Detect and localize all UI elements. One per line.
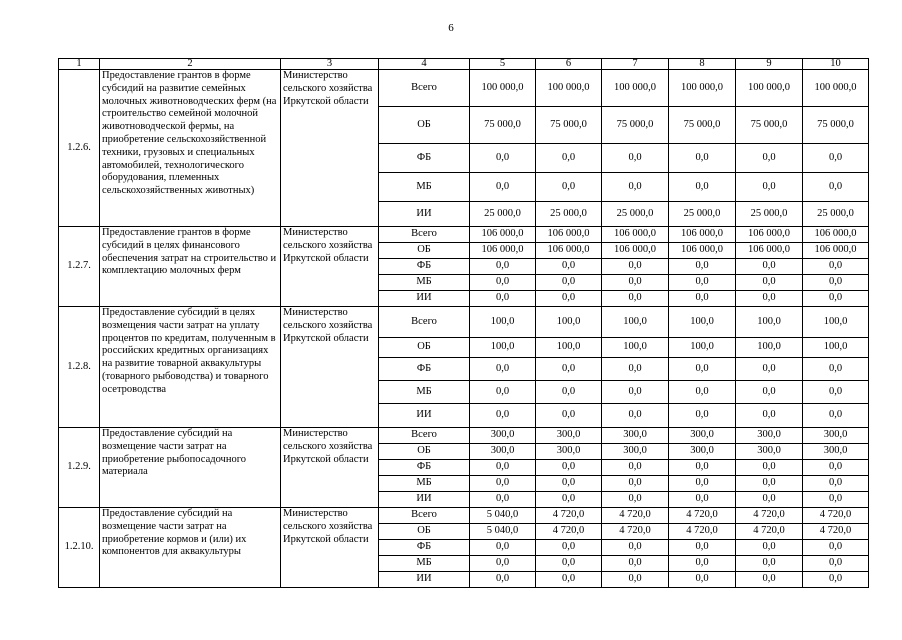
funding-source: МБ [379,381,470,404]
amount-cell: 106 000,0 [736,243,803,259]
amount-cell: 100 000,0 [602,70,669,107]
amount-cell: 0,0 [736,144,803,173]
amount-cell: 0,0 [803,556,869,572]
item-number: 1.2.6. [59,70,100,227]
amount-cell: 106 000,0 [803,227,869,243]
amount-cell: 0,0 [736,358,803,381]
amount-cell: 25 000,0 [803,202,869,227]
funding-source: ИИ [379,404,470,428]
amount-cell: 0,0 [736,556,803,572]
amount-cell: 4 720,0 [669,524,736,540]
amount-cell: 0,0 [602,572,669,588]
amount-cell: 0,0 [803,476,869,492]
amount-cell: 0,0 [470,358,536,381]
amount-cell: 300,0 [470,428,536,444]
amount-cell: 0,0 [536,291,602,307]
amount-cell: 0,0 [803,358,869,381]
amount-cell: 0,0 [803,259,869,275]
amount-cell: 75 000,0 [669,107,736,144]
amount-cell: 100 000,0 [669,70,736,107]
item-description: Предоставление грантов в форме субсидий в целях финансового обеспечения затрат на строительство и комплектацию молочных ферм [100,227,281,307]
funding-source: ОБ [379,107,470,144]
amount-cell: 0,0 [736,381,803,404]
amount-cell: 300,0 [803,444,869,460]
amount-cell: 106 000,0 [536,227,602,243]
amount-cell: 0,0 [470,381,536,404]
column-number: 6 [536,59,602,70]
amount-cell: 0,0 [669,291,736,307]
item-number: 1.2.8. [59,307,100,428]
amount-cell: 25 000,0 [669,202,736,227]
amount-cell: 4 720,0 [803,508,869,524]
amount-cell: 0,0 [602,173,669,202]
table-row [59,508,869,524]
funding-source: ФБ [379,259,470,275]
amount-cell: 0,0 [602,540,669,556]
amount-cell: 0,0 [536,275,602,291]
amount-cell: 0,0 [536,404,602,428]
amount-cell: 0,0 [803,144,869,173]
amount-cell: 25 000,0 [470,202,536,227]
funding-source: ИИ [379,492,470,508]
amount-cell: 100,0 [736,338,803,358]
amount-cell: 0,0 [736,259,803,275]
amount-cell: 0,0 [669,556,736,572]
amount-cell: 300,0 [669,428,736,444]
amount-cell: 0,0 [669,572,736,588]
amount-cell: 0,0 [736,173,803,202]
amount-cell: 0,0 [736,275,803,291]
amount-cell: 106 000,0 [470,243,536,259]
funding-source: ИИ [379,572,470,588]
amount-cell: 0,0 [470,275,536,291]
column-number: 4 [379,59,470,70]
amount-cell: 4 720,0 [736,524,803,540]
column-number: 5 [470,59,536,70]
amount-cell: 100,0 [803,338,869,358]
column-number-row [59,59,869,70]
funding-source: Всего [379,307,470,338]
funding-source: Всего [379,227,470,243]
amount-cell: 106 000,0 [803,243,869,259]
funding-source: ОБ [379,524,470,540]
responsible-executor: Министерство сельского хозяйства Иркутской области [281,508,379,588]
amount-cell: 300,0 [602,444,669,460]
column-number: 2 [100,59,281,70]
amount-cell: 0,0 [669,259,736,275]
amount-cell: 75 000,0 [536,107,602,144]
table-row [59,70,869,107]
amount-cell: 0,0 [470,460,536,476]
amount-cell: 0,0 [669,540,736,556]
amount-cell: 100,0 [470,307,536,338]
amount-cell: 0,0 [602,460,669,476]
amount-cell: 0,0 [536,460,602,476]
item-description: Предоставление грантов в форме субсидий на развитие семейных молочных животноводческих ферм (на строительство семейной молочной животноводческой фермы, на приобретение сельскохозяйственной техники, грузовых и специальных автомобилей, технологического оборудования, племенных сельскохозяйственных животных) [100,70,281,227]
column-number: 7 [602,59,669,70]
amount-cell: 106 000,0 [736,227,803,243]
amount-cell: 106 000,0 [470,227,536,243]
funding-source: ФБ [379,540,470,556]
amount-cell: 0,0 [736,476,803,492]
amount-cell: 0,0 [602,492,669,508]
funding-source: ОБ [379,243,470,259]
amount-cell: 300,0 [602,428,669,444]
amount-cell: 25 000,0 [736,202,803,227]
amount-cell: 100,0 [669,307,736,338]
amount-cell: 300,0 [736,428,803,444]
amount-cell: 0,0 [669,492,736,508]
amount-cell: 100,0 [536,338,602,358]
amount-cell: 0,0 [602,275,669,291]
amount-cell: 0,0 [803,492,869,508]
amount-cell: 0,0 [536,358,602,381]
amount-cell: 100,0 [803,307,869,338]
amount-cell: 0,0 [602,381,669,404]
amount-cell: 0,0 [669,173,736,202]
amount-cell: 0,0 [536,556,602,572]
table-row [59,428,869,444]
funding-source: ФБ [379,358,470,381]
amount-cell: 100,0 [602,338,669,358]
amount-cell: 4 720,0 [736,508,803,524]
amount-cell: 106 000,0 [602,243,669,259]
amount-cell: 106 000,0 [669,243,736,259]
amount-cell: 100,0 [470,338,536,358]
amount-cell: 0,0 [536,572,602,588]
amount-cell: 0,0 [669,404,736,428]
amount-cell: 0,0 [470,492,536,508]
amount-cell: 0,0 [803,291,869,307]
column-number: 8 [669,59,736,70]
amount-cell: 300,0 [536,428,602,444]
funding-source: ФБ [379,460,470,476]
amount-cell: 0,0 [470,259,536,275]
amount-cell: 100,0 [736,307,803,338]
amount-cell: 0,0 [803,572,869,588]
responsible-executor: Министерство сельского хозяйства Иркутской области [281,70,379,227]
item-number: 1.2.7. [59,227,100,307]
amount-cell: 0,0 [803,173,869,202]
funding-source: МБ [379,556,470,572]
amount-cell: 75 000,0 [803,107,869,144]
funding-source: ИИ [379,291,470,307]
funding-source: МБ [379,173,470,202]
amount-cell: 0,0 [470,556,536,572]
amount-cell: 0,0 [536,540,602,556]
funding-source: ОБ [379,338,470,358]
amount-cell: 0,0 [536,492,602,508]
amount-cell: 0,0 [602,476,669,492]
amount-cell: 4 720,0 [602,524,669,540]
amount-cell: 0,0 [669,381,736,404]
amount-cell: 0,0 [736,404,803,428]
funding-source: МБ [379,275,470,291]
amount-cell: 0,0 [470,572,536,588]
item-description: Предоставление субсидий на возмещение части затрат на приобретение кормов и (или) их компонентов для аквакультуры [100,508,281,588]
funding-source: ОБ [379,444,470,460]
funding-source: ИИ [379,202,470,227]
amount-cell: 4 720,0 [803,524,869,540]
funding-source: МБ [379,476,470,492]
amount-cell: 0,0 [736,540,803,556]
amount-cell: 100 000,0 [536,70,602,107]
amount-cell: 75 000,0 [736,107,803,144]
item-number: 1.2.9. [59,428,100,508]
funding-source: Всего [379,508,470,524]
amount-cell: 0,0 [470,540,536,556]
amount-cell: 0,0 [602,556,669,572]
table-row [59,227,869,243]
amount-cell: 106 000,0 [669,227,736,243]
amount-cell: 100,0 [669,338,736,358]
amount-cell: 0,0 [470,144,536,173]
column-number: 3 [281,59,379,70]
amount-cell: 0,0 [736,572,803,588]
amount-cell: 0,0 [536,259,602,275]
amount-cell: 100,0 [602,307,669,338]
responsible-executor: Министерство сельского хозяйства Иркутской области [281,428,379,508]
amount-cell: 100 000,0 [736,70,803,107]
item-description: Предоставление субсидий на возмещение части затрат на приобретение рыбопосадочного материала [100,428,281,508]
amount-cell: 0,0 [669,144,736,173]
responsible-executor: Министерство сельского хозяйства Иркутской области [281,307,379,428]
amount-cell: 0,0 [602,404,669,428]
amount-cell: 0,0 [602,259,669,275]
amount-cell: 5 040,0 [470,524,536,540]
table-row [59,307,869,338]
amount-cell: 0,0 [602,144,669,173]
amount-cell: 0,0 [736,492,803,508]
budget-table [58,58,869,588]
funding-source: ФБ [379,144,470,173]
amount-cell: 100 000,0 [470,70,536,107]
amount-cell: 0,0 [536,173,602,202]
amount-cell: 0,0 [602,291,669,307]
amount-cell: 0,0 [803,404,869,428]
amount-cell: 75 000,0 [602,107,669,144]
column-number: 1 [59,59,100,70]
amount-cell: 4 720,0 [536,508,602,524]
funding-source: Всего [379,70,470,107]
item-description: Предоставление субсидий в целях возмещения части затрат на уплату процентов по кредитам, полученным в российских кредитных организациях на развитие товарной аквакультуры (товарного рыбоводства) и товарного осетроводства [100,307,281,428]
amount-cell: 0,0 [470,476,536,492]
amount-cell: 5 040,0 [470,508,536,524]
amount-cell: 0,0 [803,381,869,404]
amount-cell: 0,0 [536,381,602,404]
amount-cell: 300,0 [736,444,803,460]
amount-cell: 100 000,0 [803,70,869,107]
amount-cell: 106 000,0 [536,243,602,259]
amount-cell: 0,0 [803,460,869,476]
amount-cell: 0,0 [669,275,736,291]
column-number: 9 [736,59,803,70]
item-number: 1.2.10. [59,508,100,588]
amount-cell: 0,0 [669,460,736,476]
amount-cell: 0,0 [602,358,669,381]
amount-cell: 0,0 [736,460,803,476]
amount-cell: 0,0 [536,476,602,492]
amount-cell: 25 000,0 [602,202,669,227]
amount-cell: 0,0 [736,291,803,307]
amount-cell: 4 720,0 [602,508,669,524]
amount-cell: 0,0 [470,173,536,202]
amount-cell: 0,0 [669,476,736,492]
amount-cell: 0,0 [536,144,602,173]
amount-cell: 75 000,0 [470,107,536,144]
amount-cell: 0,0 [803,540,869,556]
amount-cell: 0,0 [470,291,536,307]
amount-cell: 4 720,0 [536,524,602,540]
amount-cell: 300,0 [803,428,869,444]
amount-cell: 300,0 [536,444,602,460]
responsible-executor: Министерство сельского хозяйства Иркутской области [281,227,379,307]
amount-cell: 0,0 [803,275,869,291]
column-number: 10 [803,59,869,70]
amount-cell: 300,0 [669,444,736,460]
amount-cell: 0,0 [669,358,736,381]
amount-cell: 25 000,0 [536,202,602,227]
amount-cell: 4 720,0 [669,508,736,524]
page-number: 6 [448,22,454,34]
amount-cell: 300,0 [470,444,536,460]
amount-cell: 106 000,0 [602,227,669,243]
amount-cell: 100,0 [536,307,602,338]
funding-source: Всего [379,428,470,444]
amount-cell: 0,0 [470,404,536,428]
